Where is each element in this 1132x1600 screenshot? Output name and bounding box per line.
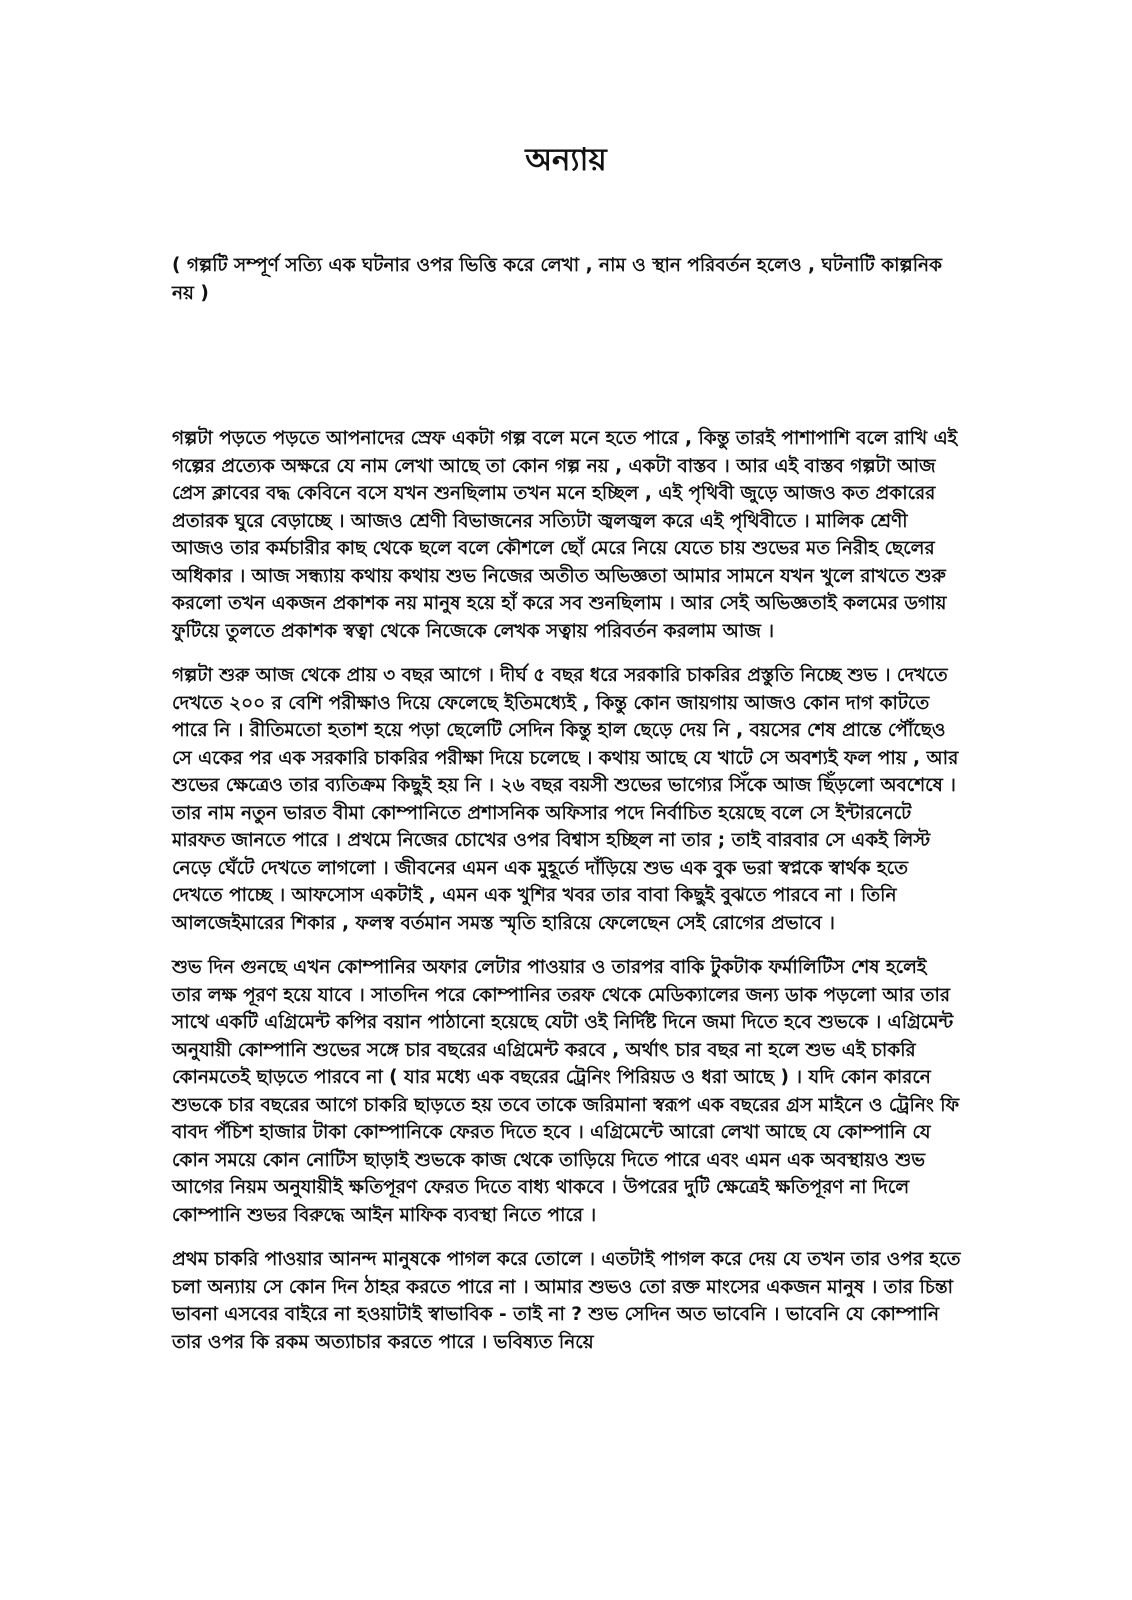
paragraph-1: গল্পটা পড়তে পড়তে আপনাদের স্রেফ একটা গল্প বলে মনে হতে পারে , কিন্তু তারই পাশাপাশি বলে রাখি এই গল্পের প্রত্যেক অক্ষরে যে নাম লেখা আছে তা কোন গল্প নয় , একটা বাস্তব । আর এই বাস্তব গল্পটা আজ প্রেস ক্লাবের বদ্ধ কেবিনে বসে যখন শুনছিলাম তখন মনে হচ্ছিল , এই পৃথিবী জুড়ে আজও কত প্রকারের প্রতারক ঘুরে বেড়াচ্ছে । আজও শ্রেণী বিভাজনের সত্যিটা জ্বলজ্বল করে এই পৃথিবীতে । মালিক শ্রেণী আজও তার কর্মচারীর কাছ থেকে ছলে বলে কৌশলে ছোঁ মেরে নিয়ে যেতে চায় শুভের মত নিরীহ ছেলের অধিকার । আজ সন্ধ্যায় কথায় কথায় শুভ নিজের অতীত অভিজ্ঞতা আমার সামনে যখন খুলে রাখতে শুরু করলো তখন একজন প্রকাশক নয় মানুষ হয়ে হাঁ করে সব শুনছিলাম । আর সেই অভিজ্ঞতাই কলমের ডগায় ফুটিয়ে তুলতে প্রকাশক স্বত্বা থেকে নিজেকে লেখক সত্বায় পরিবর্তন করলাম আজ । <box>172 428 958 642</box>
paragraph-4: প্রথম চাকরি পাওয়ার আনন্দ মানুষকে পাগল করে তোলে । এতটাই পাগল করে দেয় যে তখন তার ওপর হতে চলা অন্যায় সে কোন দিন ঠাহর করতে পারে না । আমার শুভও তো রক্ত মাংসের একজন মানুষ । তার চিন্তা ভাবনা এসবের বাইরে না হওয়াটাই স্বাভাবিক - তাই না ? শুভ সেদিন অত ভাবেনি । ভাবেনি যে কোম্পানি তার ওপর কি রকম অত্যাচার করতে পারে । ভবিষ্যত নিয়ে <box>172 1249 961 1353</box>
document-title: অন্যায় <box>525 142 607 178</box>
paragraph-3: শুভ দিন গুনছে এখন কোম্পানির অফার লেটার পাওয়ার ও তারপর বাকি টুকটাক ফর্মালিটিস শেষ হলেই তার লক্ষ পূরণ হয়ে যাবে । সাতদিন পরে কোম্পানির তরফ থেকে মেডিক্যালের জন্য ডাক পড়লো আর তার সাথে একটি এগ্রিমেন্ট কপির বয়ান পাঠানো হয়েছে যেটা ওই নির্দিষ্ট দিনে জমা দিতে হবে শুভকে । এগ্রিমেন্ট অনুযায়ী কোম্পানি শুভের সঙ্গে চার বছরের এগ্রিমেন্ট করবে , অর্থাৎ চার বছর না হলে শুভ এই চাকরি কোনমতেই ছাড়তে পারবে না ( যার মধ্যে এক বছরের ট্রেনিং পিরিয়ড ও ধরা আছে ) । যদি কোন কারনে শুভকে চার বছরের আগে চাকরি ছাড়তে হয় তবে তাকে জরিমানা স্বরূপ এক বছরের গ্রস মাইনে ও ট্রেনিং ফি বাবদ পঁচিশ হাজার টাকা কোম্পানিকে ফেরত দিতে হবে । এগ্রিমেন্টে আরো লেখা আছে যে কোম্পানি যে কোন সময়ে কোন নোটিস ছাড়াই শুভকে কাজ থেকে তাড়িয়ে দিতে পারে এবং এমন এক অবস্থায়ও শুভ আগের নিয়ম অনুযায়ীই ক্ষতিপূরণ ফেরত দিতে বাধ্য থাকবে । উপরের দুটি ক্ষেত্রেই ক্ষতিপূরণ না দিলে কোম্পানি শুভর বিরুদ্ধে আইন মাফিক ব্যবস্থা নিতে পারে । <box>172 957 960 1226</box>
disclaimer-note: ( গল্পটি সম্পূর্ণ সত্যি এক ঘটনার ওপর ভিত্তি করে লেখা , নাম ও স্থান পরিবর্তন হলেও , ঘটনাটি কাল্পনিক নয় ) <box>172 255 942 304</box>
paragraph-2: গল্পটা শুরু আজ থেকে প্রায় ৩ বছর আগে । দীর্ঘ ৫ বছর ধরে সরকারি চাকরির প্রস্তুতি নিচ্ছে শুভ । দেখতে দেখতে ২০০ র বেশি পরীক্ষাও দিয়ে ফেলেছে ইতিমধ্যেই , কিন্তু কোন জায়গায় আজও কোন দাগ কাটতে পারে নি । রীতিমতো হতাশ হয়ে পড়া ছেলেটি সেদিন কিন্তু হাল ছেড়ে দেয় নি , বয়সের শেষ প্রান্তে পৌঁছেও সে একের পর এক সরকারি চাকরির পরীক্ষা দিয়ে চলেছে । কথায় আছে যে খাটে সে অবশ্যই ফল পায় , আর শুভের ক্ষেত্রেও তার ব্যতিক্রম কিছুই হয় নি । ২৬ বছর বয়সী শুভের ভাগ্যের সিঁকে আজ ছিঁড়লো অবশেষে । তার নাম নতুন ভারত বীমা কোম্পানিতে প্রশাসনিক অফিসার পদে নির্বাচিত হয়েছে বলে সে ইন্টারনেটে মারফত জানতে পারে । প্রথমে নিজের চোখের ওপর বিশ্বাস হচ্ছিল না তার ; তাই বারবার সে একই লিস্ট নেড়ে ঘেঁটে দেখতে লাগলো । জীবনের এমন এক মুহূর্তে দাঁড়িয়ে শুভ এক বুক ভরা স্বপ্নকে স্বার্থক হতে দেখতে পাচ্ছে । আফসোস একটাই , এমন এক খুশির খবর তার বাবা কিছুই বুঝতে পারবে না । তিনি আলজেইমারের শিকার , ফলস্ব বর্তমান সমস্ত স্মৃতি হারিয়ে ফেলেছেন সেই রোগের প্রভাবে । <box>172 665 959 934</box>
story-body <box>172 425 962 1373</box>
